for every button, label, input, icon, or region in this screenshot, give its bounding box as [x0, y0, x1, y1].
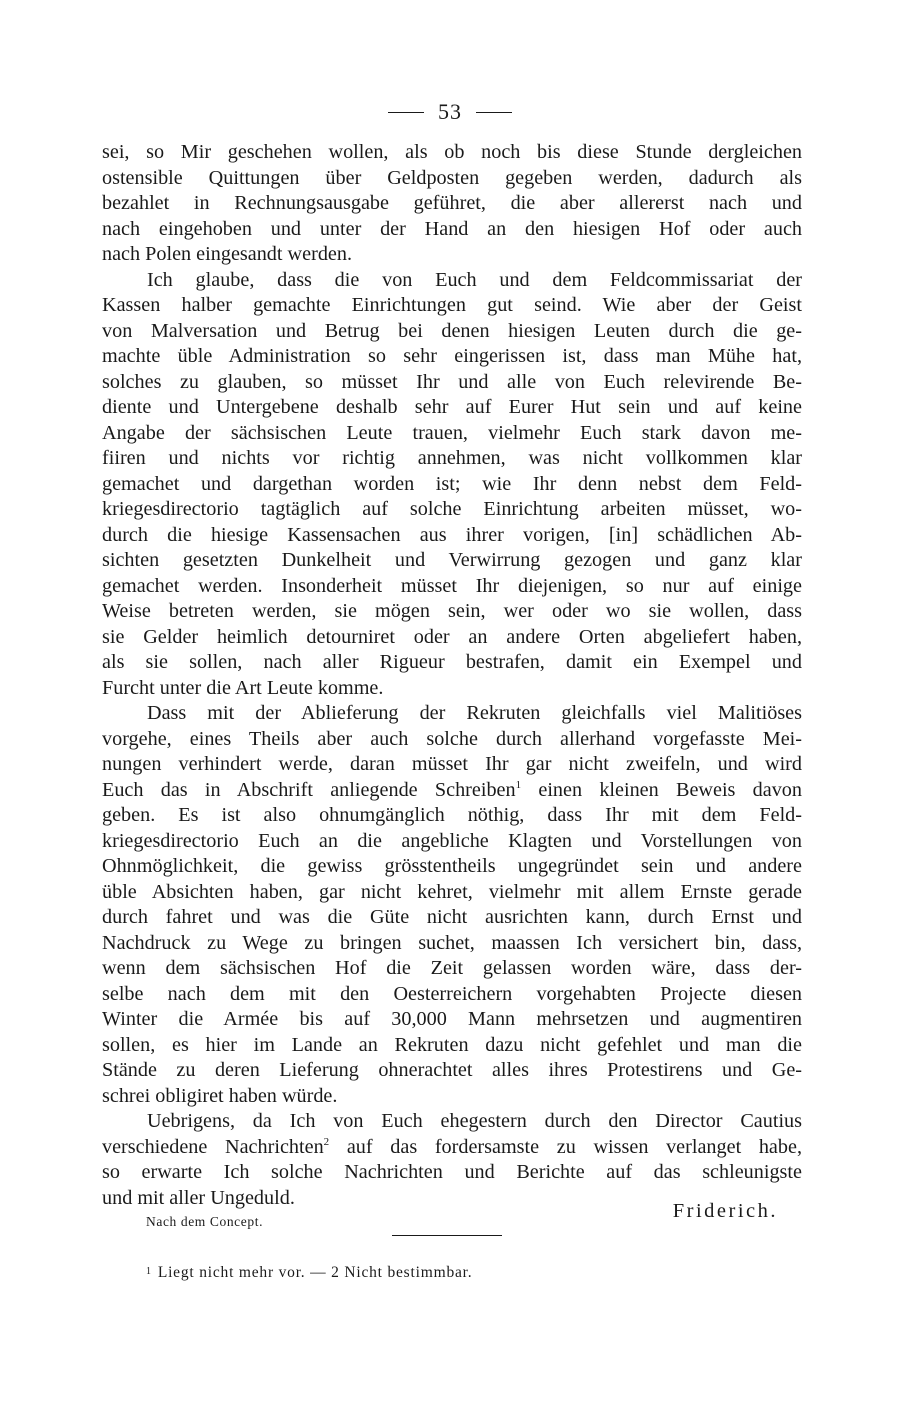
footnote [146, 1264, 472, 1282]
text-line [102, 497, 802, 523]
letter-body [102, 140, 802, 1211]
text-line [102, 191, 802, 217]
line-text: schrei obligiret haben würde. [102, 1084, 338, 1107]
line-text: nach eingehoben und unter der Hand an den hiesigen Hof oder auch [102, 217, 802, 240]
text-line [102, 803, 802, 829]
page-header [0, 96, 900, 128]
line-text: selbe nach dem mit den Oesterreichern vorgehabten Projecte diesen [102, 982, 802, 1005]
line-text: Euch das in Abschrift anliegende Schreiben [102, 778, 516, 801]
line-text: und mit aller Ungeduld. [102, 1186, 295, 1209]
text-line [102, 319, 802, 345]
text-line [102, 599, 802, 625]
text-line [102, 1109, 802, 1135]
text-line [102, 1007, 802, 1033]
source-note: Nach dem Concept. [146, 1214, 264, 1229]
footnote-text: Liegt nicht mehr vor. — 2 Nicht bestimmbar. [157, 1264, 473, 1281]
text-line [102, 1033, 802, 1059]
text-line [102, 676, 802, 702]
line-text: solches zu glauben, so müsset Ihr und alle von Euch relevirende Be- [102, 370, 802, 393]
text-line [102, 650, 802, 676]
line-text: so erwarte Ich solche Nachrichten und Berichte auf das schleunigste [102, 1161, 802, 1183]
line-text: Weise betreten werden, sie mögen sein, wer oder wo sie wollen, dass [102, 600, 802, 622]
line-text: als sie sollen, nach aller Rigueur bestrafen, damit ein Exempel und [102, 651, 802, 673]
line-text: Furcht unter die Art Leute komme. [102, 676, 384, 699]
text-line [102, 982, 802, 1008]
text-line [102, 854, 802, 880]
text-line [102, 880, 802, 906]
text-line [102, 931, 802, 957]
text-line [102, 905, 802, 931]
line-text: fiiren und nichts vor richtig annehmen, was nicht vollkommen klar [102, 447, 802, 469]
text-line [102, 752, 802, 778]
text-line [102, 344, 802, 370]
line-text: bezahlet in Rechnungsausgabe geführet, die aber allererst nach und [102, 192, 802, 214]
text-line [102, 727, 802, 753]
line-text: Stände zu deren Lieferung ohnerachtet alles ihres Protestirens und Ge- [102, 1059, 802, 1081]
text-line [102, 1135, 802, 1161]
line-text: sollen, es hier im Lande an Rekruten dazu nicht gefehlet und man die [102, 1033, 802, 1056]
line-text: vorgehe, eines Theils aber auch solche durch allerhand vorgefasste Mei- [102, 727, 802, 750]
text-line [102, 1084, 802, 1110]
line-text: sie Gelder heimlich detourniret oder an andere Orten abgeliefert haben, [102, 625, 802, 648]
line-text: Angabe der sächsischen Leute trauen, vielmehr Euch stark davon me- [102, 421, 802, 444]
line-text: diente und Untergebene deshalb sehr auf Eurer Hut sein und auf keine [102, 396, 802, 418]
footnote-reference: 2 [323, 1135, 330, 1148]
line-text: Kassen halber gemachte Einrichtungen gut seind. Wie aber der Geist [102, 294, 802, 316]
page-number: 53 [438, 99, 462, 124]
text-line [102, 701, 802, 727]
text-line [102, 574, 802, 600]
line-text: Nachdruck zu Wege zu bringen suchet, maassen Ich versichert bin, dass, [102, 931, 802, 954]
text-line [102, 1058, 802, 1084]
text-line [102, 421, 802, 447]
line-text-continued: auf das fordersamste zu wissen verlanget habe, [329, 1135, 802, 1158]
line-text: verschiedene Nachrichten [102, 1135, 324, 1158]
header-rule-right [476, 112, 512, 113]
footnote-separator [392, 1235, 502, 1236]
line-text: wenn dem sächsischen Hof die Zeit gelassen worden wäre, dass der- [102, 957, 802, 979]
line-text: geben. Es ist also ohnumgänglich nöthig, dass Ihr mit dem Feld- [102, 804, 802, 826]
line-text: machte üble Administration so sehr eingerissen ist, dass man Mühe hat, [102, 345, 802, 367]
line-text: gemachet und dargethan worden ist; wie Ihr denn nebst dem Feld- [102, 472, 802, 495]
line-text: üble Absichten haben, gar nicht kehret, vielmehr mit allem Ernste gerade [102, 880, 802, 903]
header-rule-left [388, 112, 424, 113]
line-text: sei, so Mir geschehen wollen, als ob noch bis diese Stunde dergleichen [102, 141, 802, 163]
text-line [102, 268, 802, 294]
text-line [102, 1160, 802, 1186]
text-line [102, 140, 802, 166]
text-line [102, 625, 802, 651]
line-text-continued: einen kleinen Beweis davon [521, 778, 802, 801]
text-line [102, 446, 802, 472]
text-line [102, 829, 802, 855]
signature: Friderich. [672, 1200, 778, 1222]
line-text: kriegesdirectorio Euch an die angebliche Klagten und Vorstellungen von [102, 829, 802, 852]
line-text: sichten gesetzten Dunkelheit und Verwirrung gezogen und ganz klar [102, 549, 802, 571]
line-text: Ohnmöglichkeit, die gewiss grösstentheils ungegründet sein und andere [102, 855, 802, 877]
line-text: von Malversation und Betrug bei denen hiesigen Leuten durch die ge- [102, 319, 802, 342]
text-line [102, 242, 802, 268]
text-line [102, 293, 802, 319]
line-text: durch die hiesige Kassensachen aus ihrer vorigen, [in] schädlichen Ab- [102, 523, 802, 546]
footnote-reference: 1 [515, 778, 522, 791]
line-text: Winter die Armée bis auf 30,000 Mann mehrsetzen und augmentiren [102, 1008, 802, 1030]
line-text: nungen verhindert werde, daran müsset Ihr gar nicht zweifeln, und wird [102, 753, 802, 775]
line-text: nach Polen eingesandt werden. [102, 243, 353, 265]
line-text: durch fahret und was die Güte nicht ausrichten kann, durch Ernst und [102, 906, 802, 928]
footnote-marker: 1 [146, 1266, 152, 1277]
text-line [102, 956, 802, 982]
line-text: gemachet werden. Insonderheit müsset Ihr diejenigen, so nur auf einige [102, 574, 802, 597]
line-text: Uebrigens, da Ich von Euch ehegestern durch den Director Cautius [147, 1110, 802, 1132]
line-text: kriegesdirectorio tagtäglich auf solche Einrichtung arbeiten müsset, wo- [102, 498, 802, 520]
text-line [102, 523, 802, 549]
line-text: Dass mit der Ablieferung der Rekruten gleichfalls viel Malitiöses [147, 702, 802, 724]
text-line [102, 395, 802, 421]
line-text: ostensible Quittungen über Geldposten gegeben werden, dadurch als [102, 166, 802, 189]
text-line [102, 370, 802, 396]
line-text: Ich glaube, dass die von Euch und dem Feldcommissariat der [147, 268, 802, 291]
text-line [102, 472, 802, 498]
text-line [102, 548, 802, 574]
text-line [102, 217, 802, 243]
text-line [102, 778, 802, 804]
text-line [102, 166, 802, 192]
